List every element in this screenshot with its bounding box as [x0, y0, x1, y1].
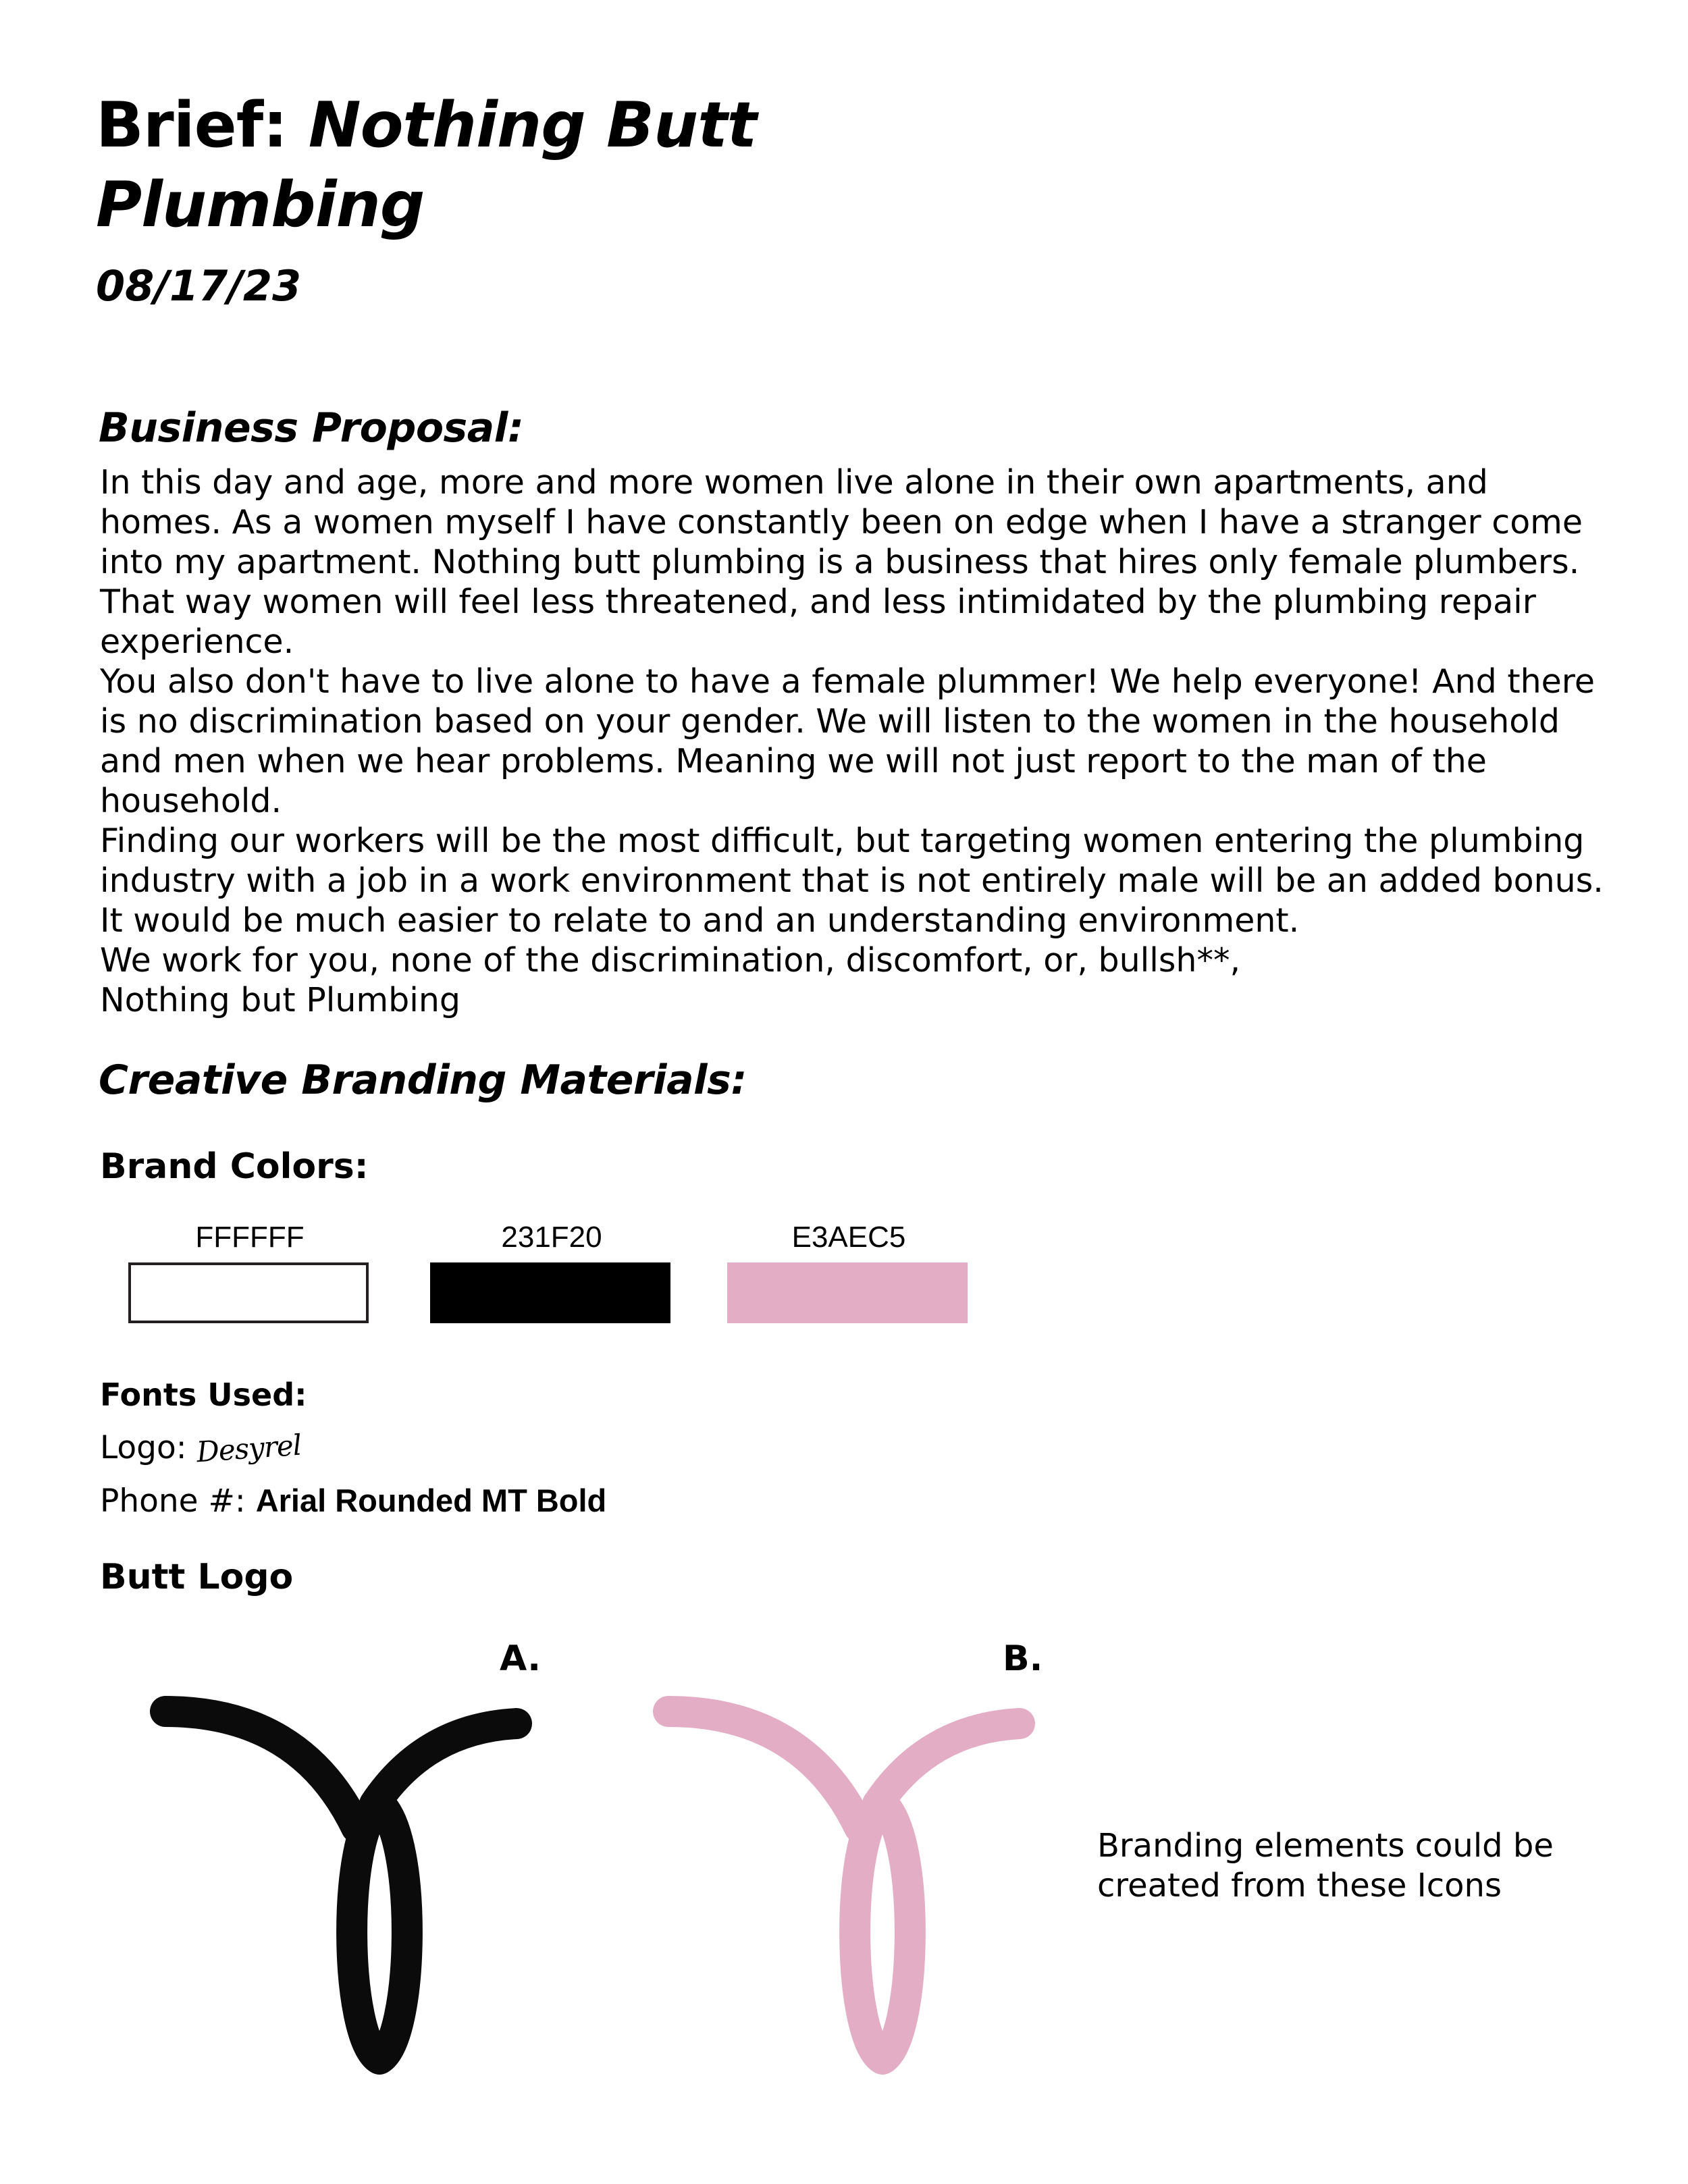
proposal-paragraph: Finding our workers will be the most difficult, but targeting women entering the plumbing industry with a job in a work environment that is not entirely male will be an added bonus. It would be much easier to relate to and an understanding environment.	[100, 822, 1604, 940]
swatch-label-black: 231F20	[501, 1221, 602, 1254]
logo-font-name: Desyrel	[195, 1428, 303, 1469]
brand-colors-heading: Brand Colors:	[100, 1146, 369, 1187]
logo-font-label: Logo:	[100, 1429, 197, 1466]
swatch-pink	[727, 1262, 968, 1323]
swatch-label-pink: E3AEC5	[791, 1221, 906, 1254]
butt-logo-a	[135, 1674, 567, 2106]
business-name-line1: Nothing Butt	[308, 88, 757, 161]
document-title	[96, 85, 974, 244]
butt-logo-heading: Butt Logo	[100, 1557, 294, 1597]
document-date: 08/17/23	[96, 261, 302, 311]
swatch-black	[430, 1262, 670, 1323]
fonts-used-heading: Fonts Used:	[100, 1377, 307, 1413]
logo-a-tag: A.	[500, 1639, 541, 1679]
proposal-body	[100, 462, 1606, 1020]
branding-heading: Creative Branding Materials:	[99, 1057, 747, 1104]
business-proposal-heading: Business Proposal:	[99, 404, 524, 452]
business-name-line2: Plumbing	[96, 168, 425, 241]
title-prefix: Brief:	[96, 88, 309, 161]
phone-font-label: Phone #:	[100, 1483, 256, 1520]
swatch-white	[128, 1262, 369, 1323]
butt-logo-a-icon	[165, 1711, 517, 2059]
logo-b-tag: B.	[1003, 1639, 1043, 1679]
swatch-label-white: FFFFFF	[195, 1221, 305, 1254]
branding-note: Branding elements could be created from these Icons	[1097, 1827, 1554, 1905]
proposal-paragraph: We work for you, none of the discrimination, discomfort, or, bullsh**,	[100, 941, 1241, 980]
proposal-paragraph: In this day and age, more and more women live alone in their own apartments, and homes. As a women myself I have constantly been on edge when I have a stranger come into my apartment. Nothing butt plumbing is a business that hires only female plumbers. That way women will feel less threatened, and less intimidated by the plumbing repair experience.	[100, 463, 1583, 661]
proposal-paragraph: You also don't have to live alone to have a female plummer! We help everyone! And there is no discrimination based on your gender. We will listen to the women in the household and men when we hear problems. Meaning we will not just report to the man of the household.	[100, 662, 1595, 820]
butt-logo-b	[638, 1674, 1070, 2106]
phone-font-line	[100, 1480, 606, 1522]
phone-font-name: Arial Rounded MT Bold	[255, 1483, 607, 1518]
proposal-signoff: Nothing but Plumbing	[100, 981, 461, 1019]
butt-logo-b-icon	[668, 1711, 1020, 2059]
logo-font-line	[100, 1427, 302, 1470]
